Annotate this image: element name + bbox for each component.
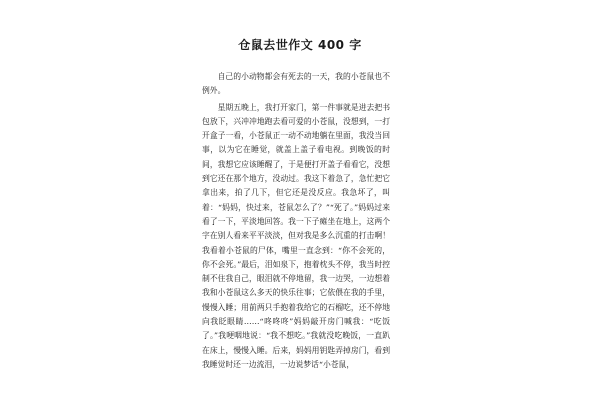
document-title: 仓鼠去世作文 400 字	[238, 38, 362, 52]
document-body	[202, 70, 390, 374]
paragraph: 星期五晚上，我打开家门，第一件事就是进去把书包放下，兴冲冲地跑去看可爱的小苍鼠，没想到，一打开盒子一看，小苍鼠正一动不动地躺在里面，我没当回事，以为它在睡觉，就盖上盖子看电视。到晚饭的时间，我想它应该睡醒了，于是便打开盖子看看它，没想到它还在那个地方，没动过。我这下着急了，急忙把它拿出来，拍了几下，但它还是没反应。我急坏了，叫着：“妈妈，快过来，苍鼠怎么了？”“死了。”妈妈过来看了一下，平淡地回答。我一下子瘫坐在地上，这两个字在别人看来平平淡淡，但对我是多么沉重的打击啊！我看着小苍鼠的尸体，嘴里一直念到：“你不会死的，你不会死。”最后，泪如泉下，抱着枕头不停，我当时控制不住我自己，眼泪就不停地留，我一边哭，一边想着我和小苍鼠这么多天的快乐往事；它依偎在我的手里，慢慢入睡；用前两只手抱着我给它的石榴吃，还不停地向我眨眼睛……“咚咚咚”妈妈敲开房门喊我：“吃饭了。”我哽咽地说：“我不想吃。”我就没吃晚饭，一直趴在床上，慢慢入睡。后来，妈妈用钥匙弄掉房门，看到我睡觉时还一边流泪，一边说梦话“小苍鼠，	[202, 102, 390, 369]
paragraph: 自己的小动物都会有死去的一天，我的小苍鼠也不例外。	[202, 72, 390, 96]
